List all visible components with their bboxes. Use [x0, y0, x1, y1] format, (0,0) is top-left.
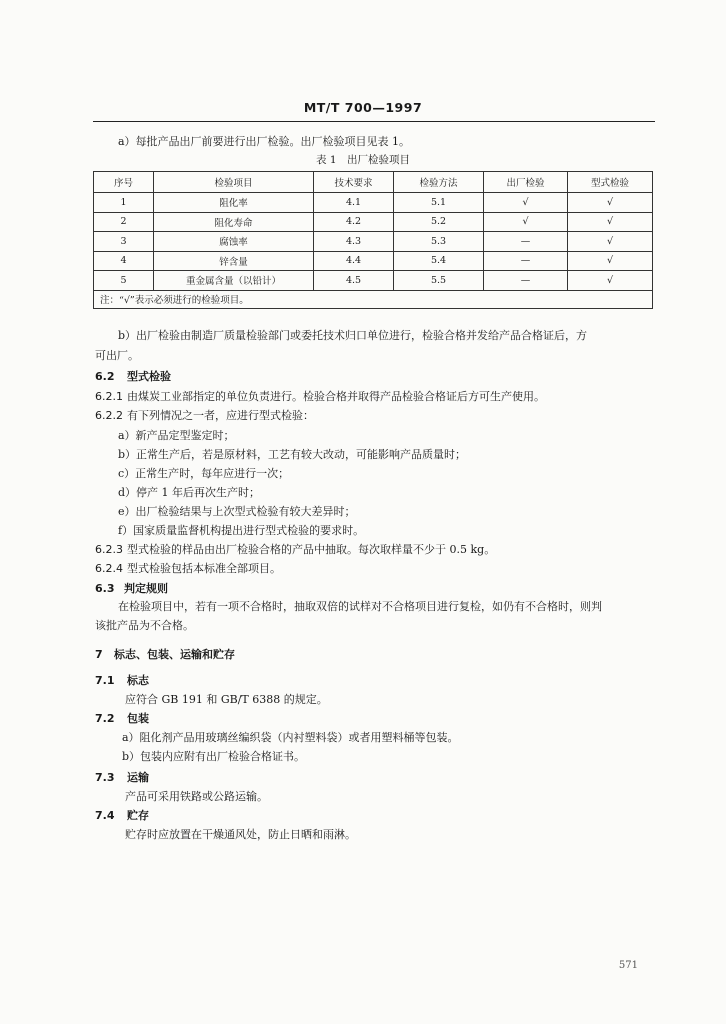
- section-6-3-line1: 在检验项目中，若有一项不合格时，抽取双倍的试样对不合格项目进行复检，如仍有不合格时，则判: [118, 600, 602, 613]
- section-7-4-title: 贮存: [127, 809, 149, 822]
- cell-factory-test: —: [484, 271, 568, 291]
- para-b-line2: 可出厂。: [95, 349, 139, 362]
- cell-type-test: √: [568, 212, 653, 232]
- table-row: [94, 193, 653, 213]
- list-item: d）停产 1 年后再次生产时；: [118, 486, 261, 499]
- cell-requirement: 4.5: [314, 271, 394, 291]
- section-6-3-number: 6.3: [95, 582, 115, 595]
- para-b-line1: b）出厂检验由制造厂质量检验部门或委托技术归口单位进行，检验合格并发给产品合格证后，方: [118, 329, 588, 342]
- section-6-2-number: 6.2: [95, 370, 115, 383]
- clause-6-2-2-text: 有下列情况之一者，应进行型式检验：: [127, 409, 314, 422]
- cell-factory-test: √: [484, 193, 568, 213]
- document-code-header: MT/T 700—1997: [303, 100, 423, 115]
- header-type-test: 型式检验: [568, 172, 653, 193]
- header-item: 检验项目: [154, 172, 314, 193]
- table-row: [94, 212, 653, 232]
- cell-requirement: 4.4: [314, 251, 394, 271]
- list-item: c）正常生产时，每年应进行一次；: [118, 467, 290, 480]
- cell-method: 5.4: [394, 251, 484, 271]
- cell-method: 5.5: [394, 271, 484, 291]
- header-rule: [93, 121, 655, 122]
- section-7-3-number: 7.3: [95, 771, 115, 784]
- header-method: 检验方法: [394, 172, 484, 193]
- table-note: 注：“√”表示必须进行的检验项目。: [94, 290, 653, 308]
- cell-type-test: √: [568, 232, 653, 252]
- chapter-7-number: 7: [95, 648, 103, 661]
- table-row: [94, 251, 653, 271]
- table-header-row: [94, 172, 653, 193]
- cell-item: 阻化率: [154, 193, 314, 213]
- cell-requirement: 4.2: [314, 212, 394, 232]
- section-7-1-title: 标志: [127, 674, 149, 687]
- section-6-3-title: 判定规则: [124, 582, 168, 595]
- inspection-items-table: [93, 171, 653, 309]
- cell-method: 5.2: [394, 212, 484, 232]
- cell-item: 腐蚀率: [154, 232, 314, 252]
- cell-seq: 4: [94, 251, 154, 271]
- table-note-row: [94, 290, 653, 308]
- cell-requirement: 4.3: [314, 232, 394, 252]
- list-item: a）新产品定型鉴定时；: [118, 429, 235, 442]
- cell-factory-test: —: [484, 251, 568, 271]
- section-7-1-text: 应符合 GB 191 和 GB/T 6388 的规定。: [125, 693, 328, 706]
- cell-factory-test: —: [484, 232, 568, 252]
- table-caption: 表 1 出厂检验项目: [315, 154, 411, 166]
- cell-seq: 5: [94, 271, 154, 291]
- intro-item-a: a）每批产品出厂前要进行出厂检验。出厂检验项目见表 1。: [118, 135, 411, 148]
- cell-type-test: √: [568, 251, 653, 271]
- section-7-3-title: 运输: [127, 771, 149, 784]
- section-7-3-text: 产品可采用铁路或公路运输。: [125, 790, 268, 803]
- header-seq: 序号: [94, 172, 154, 193]
- clause-6-2-2-number: 6.2.2: [95, 409, 123, 422]
- cell-seq: 3: [94, 232, 154, 252]
- clause-6-2-3-number: 6.2.3: [95, 543, 123, 556]
- section-7-4-number: 7.4: [95, 809, 115, 822]
- section-7-2-number: 7.2: [95, 712, 115, 725]
- section-7-2-title: 包装: [127, 712, 149, 725]
- table-row: [94, 232, 653, 252]
- chapter-7-title: 标志、包装、运输和贮存: [114, 648, 235, 661]
- cell-factory-test: √: [484, 212, 568, 232]
- cell-seq: 1: [94, 193, 154, 213]
- cell-method: 5.1: [394, 193, 484, 213]
- section-7-1-number: 7.1: [95, 674, 115, 687]
- clause-6-2-1-text: 由煤炭工业部指定的单位负责进行。检验合格并取得产品检验合格证后方可生产使用。: [127, 390, 545, 403]
- section-7-2-item-a: a）阻化剂产品用玻璃丝编织袋（内衬塑料袋）或者用塑料桶等包装。: [122, 731, 459, 744]
- list-item: e）出厂检验结果与上次型式检验有较大差异时；: [118, 505, 356, 518]
- header-factory-test: 出厂检验: [484, 172, 568, 193]
- list-item: f）国家质量监督机构提出进行型式检验的要求时。: [118, 524, 365, 537]
- list-item: b）正常生产后，若是原材料，工艺有较大改动，可能影响产品质量时；: [118, 448, 467, 461]
- section-6-2-title: 型式检验: [127, 370, 171, 383]
- header-requirement: 技术要求: [314, 172, 394, 193]
- section-7-4-text: 贮存时应放置在干燥通风处，防止日晒和雨淋。: [125, 828, 356, 841]
- table-row: [94, 271, 653, 291]
- cell-item: 阻化寿命: [154, 212, 314, 232]
- section-7-2-item-b: b）包装内应附有出厂检验合格证书。: [122, 750, 306, 763]
- clause-6-2-1-number: 6.2.1: [95, 390, 123, 403]
- cell-method: 5.3: [394, 232, 484, 252]
- cell-requirement: 4.1: [314, 193, 394, 213]
- cell-item: 重金属含量（以铅计）: [154, 271, 314, 291]
- clause-6-2-4-text: 型式检验包括本标准全部项目。: [127, 562, 281, 575]
- cell-seq: 2: [94, 212, 154, 232]
- clause-6-2-3-text: 型式检验的样品由出厂检验合格的产品中抽取。每次取样量不少于 0.5 kg。: [127, 543, 496, 556]
- cell-type-test: √: [568, 271, 653, 291]
- clause-6-2-4-number: 6.2.4: [95, 562, 123, 575]
- cell-type-test: √: [568, 193, 653, 213]
- section-6-3-line2: 该批产品为不合格。: [95, 619, 194, 632]
- cell-item: 锌含量: [154, 251, 314, 271]
- page-number: 571: [618, 960, 638, 971]
